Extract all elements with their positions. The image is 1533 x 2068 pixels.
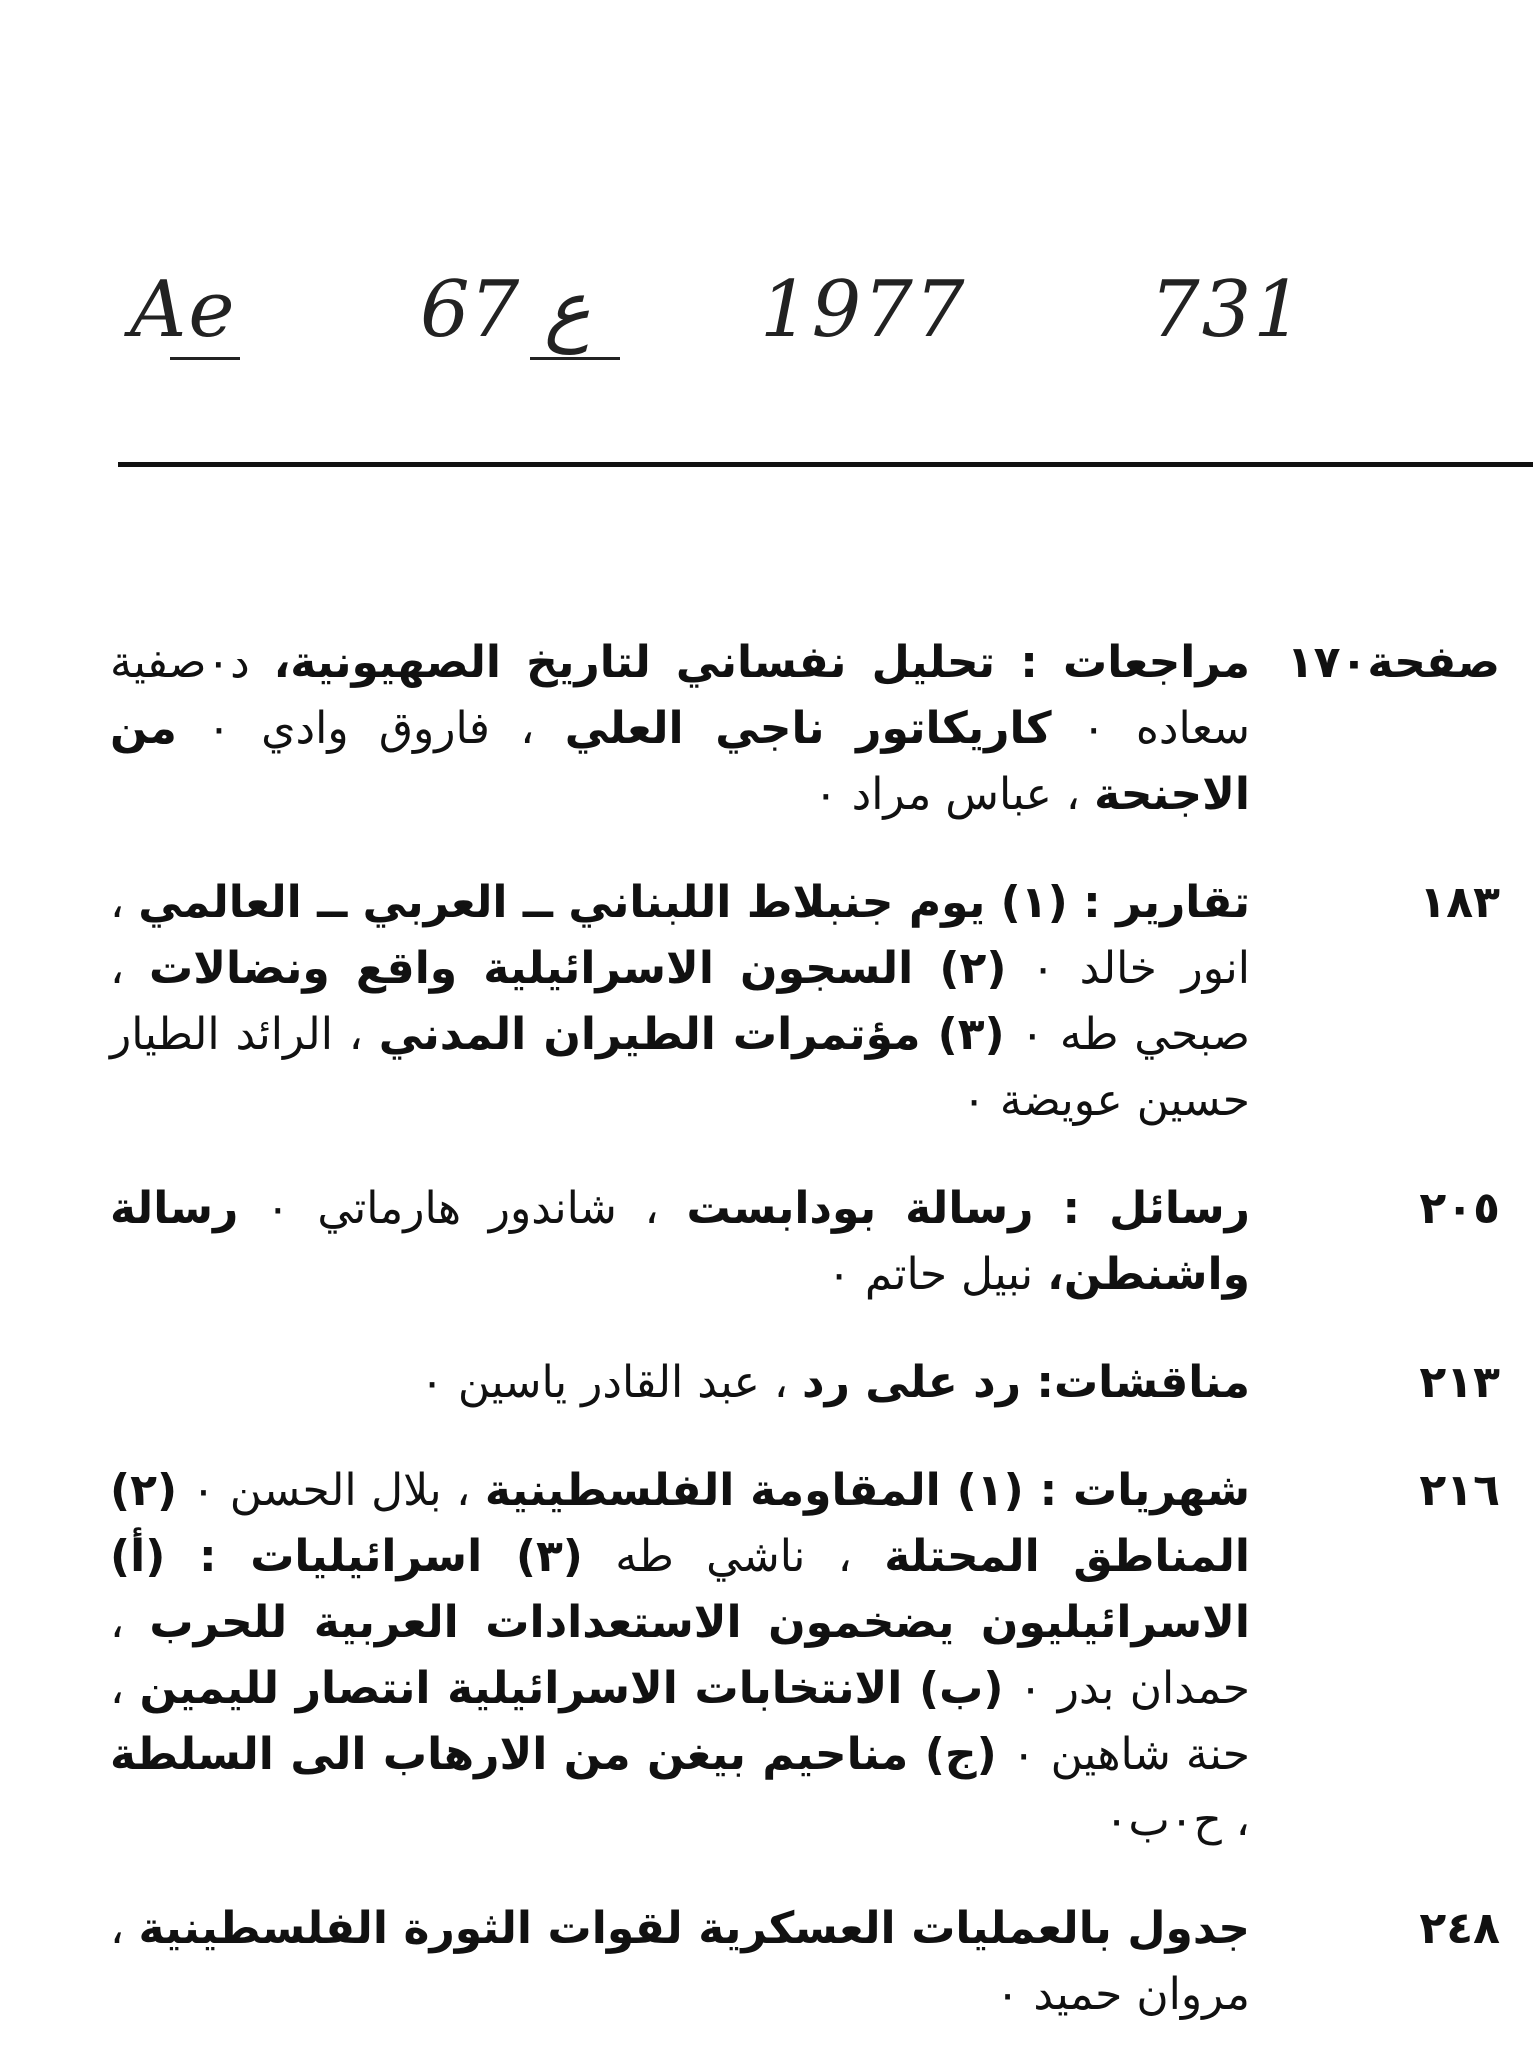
toc-entry bbox=[110, 1458, 1500, 1854]
entry-title: من الاجنحة bbox=[110, 703, 1250, 820]
entry-title: (٣) اسرائيليات : (أ) الاسرائيليون يضخمون الاستعدادات العربية للحرب bbox=[110, 1531, 1251, 1648]
page-number: ٢١٦ bbox=[1419, 1465, 1500, 1516]
entry-text bbox=[110, 1458, 1250, 1854]
entry-author: ، فاروق وادي ٠ bbox=[176, 703, 565, 754]
page-number: ١٨٣ bbox=[1419, 877, 1500, 928]
entry-title: رسالة واشنطن، bbox=[110, 1183, 1250, 1300]
entry-author: ، حنة شاهين ٠ bbox=[110, 1663, 1250, 1780]
entry-title: (ب) الانتخابات الاسرائيلية انتصار لليمين bbox=[139, 1663, 1004, 1714]
page-number: ٢٤٨ bbox=[1419, 1903, 1500, 1954]
entry-author: ، عبد القادر ياسين ٠ bbox=[420, 1357, 803, 1408]
entry-title: (ج) مناحيم بيغن من الارهاب الى السلطة bbox=[110, 1729, 997, 1780]
entry-title: (٢) المناطق المحتلة bbox=[110, 1465, 1250, 1582]
entry-title: شهريات : (١) المقاومة الفلسطينية bbox=[484, 1465, 1250, 1516]
entry-text bbox=[110, 870, 1250, 1134]
entry-title: مراجعات : تحليل نفساني لتاريخ الصهيونية، bbox=[273, 637, 1250, 688]
handwritten-item: 731 bbox=[1150, 265, 1305, 355]
page-number: ٢١٣ bbox=[1419, 1357, 1500, 1408]
entry-author: ، حمدان بدر ٠ bbox=[110, 1597, 1250, 1714]
entry-title: رسائل : رسالة بودابست bbox=[686, 1183, 1250, 1234]
toc-entry bbox=[110, 1896, 1500, 2028]
handwritten-item: Ae bbox=[130, 265, 237, 355]
entry-author: ، انور خالد ٠ bbox=[110, 877, 1250, 994]
entry-author: ، الرائد الطيار حسين عويضة ٠ bbox=[110, 1009, 1250, 1126]
entry-author: ، بلال الحسن ٠ bbox=[177, 1465, 485, 1516]
table-of-contents bbox=[110, 630, 1500, 2028]
entry-title: مناقشات: رد على رد bbox=[802, 1357, 1250, 1408]
entry-title: جدول بالعمليات العسكرية لقوات الثورة الفلسطينية bbox=[138, 1903, 1251, 1954]
handwritten-stroke bbox=[170, 357, 240, 360]
entry-author: نبيل حاتم ٠ bbox=[827, 1249, 1048, 1300]
entry-title: (٣) مؤتمرات الطيران المدني bbox=[378, 1009, 1005, 1060]
entry-title: كاريكاتور ناجي العلي bbox=[564, 703, 1052, 754]
entry-author: ، مروان حميد ٠ bbox=[110, 1903, 1250, 2020]
entry-author: ، شاندور هارماتي ٠ bbox=[238, 1183, 687, 1234]
page-number: صفحة١٧٠ bbox=[1286, 637, 1500, 688]
handwritten-annotation bbox=[0, 265, 1533, 395]
horizontal-rule bbox=[118, 462, 1533, 467]
entry-author: ، ناشي طه bbox=[582, 1531, 885, 1582]
page-number: ٢٠٥ bbox=[1419, 1183, 1500, 1234]
entry-text bbox=[110, 630, 1250, 828]
entry-author: ، عباس مراد ٠ bbox=[813, 769, 1095, 820]
entry-author: د٠صفية سعاده ٠ bbox=[110, 637, 1250, 754]
entry-text bbox=[110, 1350, 1250, 1416]
toc-entry bbox=[110, 1350, 1500, 1416]
handwritten-stroke bbox=[530, 357, 620, 360]
toc-entry bbox=[110, 1176, 1500, 1308]
entry-author: ، ح٠ب٠ bbox=[1104, 1795, 1250, 1846]
entry-title: (٢) السجون الاسرائيلية واقع ونضالات bbox=[148, 943, 1007, 994]
entry-author: ، صبحي طه ٠ bbox=[110, 943, 1250, 1060]
entry-text bbox=[110, 1176, 1250, 1308]
entry-title: تقارير : (١) يوم جنبلاط اللبناني ــ العربي ــ العالمي bbox=[138, 877, 1251, 928]
entry-text bbox=[110, 1896, 1250, 2028]
handwritten-item: 1977 bbox=[760, 265, 967, 355]
toc-entry bbox=[110, 870, 1500, 1134]
handwritten-item: 67 ع bbox=[420, 265, 591, 355]
toc-entry bbox=[110, 630, 1500, 828]
